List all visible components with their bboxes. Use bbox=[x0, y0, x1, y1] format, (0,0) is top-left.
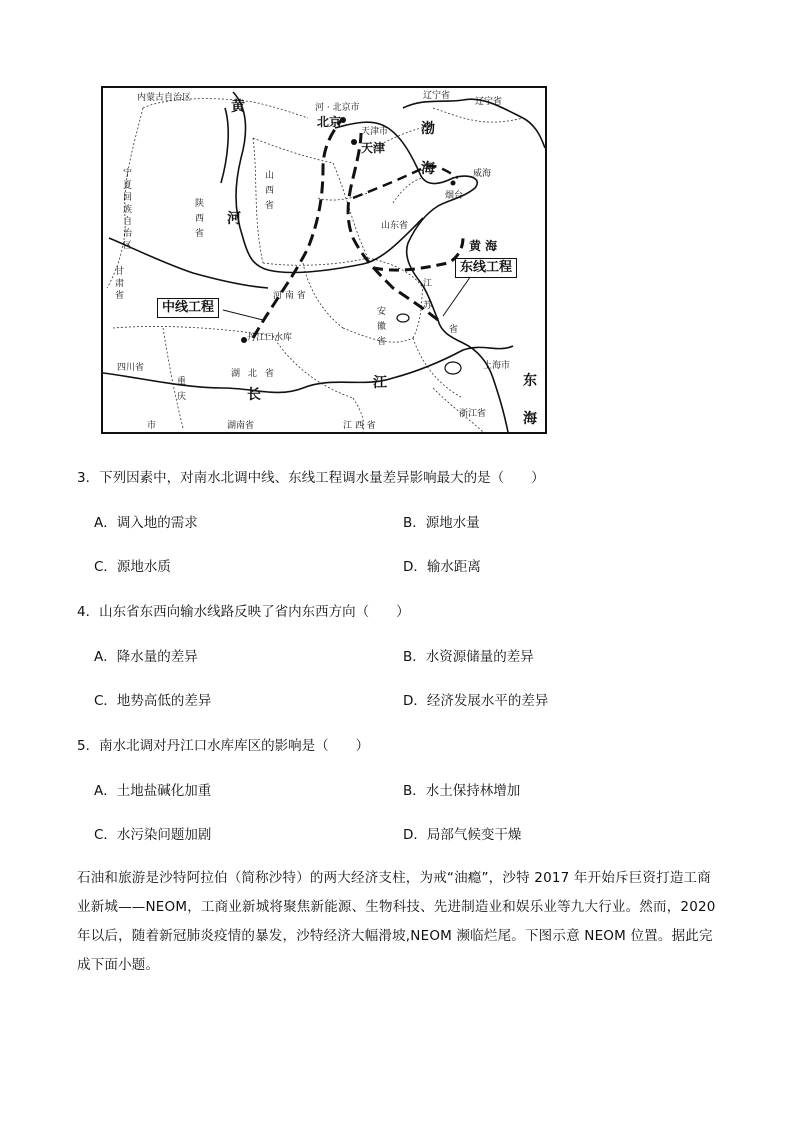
question-4-option-b: B．水资源储量的差异 bbox=[403, 649, 534, 665]
question-3-option-a: A．调入地的需求 bbox=[94, 515, 198, 531]
map-label-bohai-1: 渤 bbox=[421, 121, 435, 137]
map-label-gansu: 甘肃省 bbox=[113, 266, 123, 302]
taihu-lake bbox=[445, 362, 461, 374]
map-label-shaanxi: 陕西省 bbox=[193, 198, 203, 243]
map-label-east-sea-2: 海 bbox=[523, 411, 537, 427]
map-label-tianjin: 天津 bbox=[361, 141, 386, 155]
question-3-option-d: D．输水距离 bbox=[403, 559, 481, 575]
rivers bbox=[103, 92, 513, 392]
map-label-jiangxi: 江 西 省 bbox=[343, 421, 376, 431]
map-label-hubei: 湖北省 bbox=[231, 369, 283, 379]
map-label-liaoning-1: 辽宁省 bbox=[423, 91, 451, 101]
weihai-marker bbox=[451, 181, 456, 186]
map-label-hunan: 湖南省 bbox=[227, 421, 255, 431]
map-label-inner-mongolia: 内蒙古自治区 bbox=[137, 93, 192, 103]
south-north-water-diversion-map bbox=[101, 86, 547, 434]
question-5-stem: 5．南水北调对丹江口水库库区的影响是（ ） bbox=[77, 738, 370, 754]
map-label-jiangsu-su: 苏 bbox=[423, 301, 433, 311]
map-label-huanghe-1: 黄 bbox=[231, 99, 245, 115]
lakes bbox=[397, 314, 461, 374]
map-label-ningxia: 宁夏回族自治区 bbox=[121, 168, 131, 252]
map-label-yellow-sea: 黄 海 bbox=[469, 239, 498, 253]
map-label-shi: 市 bbox=[147, 421, 157, 431]
question-5-option-a: A．土地盐碱化加重 bbox=[94, 783, 212, 799]
question-4-option-a: A．降水量的差异 bbox=[94, 649, 198, 665]
question-5-option-d: D．局部气候变干燥 bbox=[403, 827, 522, 843]
map-label-tianjin-city: 天津市 bbox=[361, 127, 389, 137]
map-label-bohai-2: 海 bbox=[421, 161, 435, 177]
middle-route-label: 中线工程 bbox=[157, 298, 219, 318]
east-route-label: 东线工程 bbox=[455, 258, 517, 278]
map-label-hebei: 河 · 北京市 bbox=[315, 103, 360, 113]
map-label-zhejiang: 浙江省 bbox=[459, 409, 487, 419]
question-5-option-c: C．水污染问题加剧 bbox=[94, 827, 212, 843]
map-label-chongqing: 重庆 bbox=[175, 376, 185, 406]
map-label-liaoning-2: 辽宁省 bbox=[475, 97, 503, 107]
hongze-lake bbox=[397, 314, 409, 322]
map-label-changjiang-1: 长 bbox=[247, 387, 261, 403]
map-label-shandong: 山东省 bbox=[381, 221, 409, 231]
map-label-changjiang-2: 江 bbox=[373, 375, 387, 391]
map-label-danjiangkou: 丹江口水库 bbox=[247, 333, 293, 343]
question-4-option-c: C．地势高低的差异 bbox=[94, 693, 212, 709]
map-label-anhui: 安徽省 bbox=[375, 306, 385, 351]
neom-passage: 石油和旅游是沙特阿拉伯（简称沙特）的两大经济支柱，为戒“油瘾”，沙特 2017 年开始斥巨资打造工商业新城——NEOM，工商业新城将聚焦新能源、生物科技、先进制造业和娱乐业等九大行业。然而，2020 年以后，随着新冠肺炎疫情的暴发，沙特经济大幅滑坡,NEOM 濒临烂尾。下图示意 NEOM 位置。据此完成下面小题。 bbox=[77, 870, 716, 973]
map-label-shanghai: 上海市 bbox=[483, 361, 511, 371]
question-5-option-b: B．水土保持林增加 bbox=[403, 783, 521, 799]
map-label-jiangsu-sheng: 省 bbox=[449, 325, 459, 335]
question-3-option-c: C．源地水质 bbox=[94, 559, 171, 575]
map-label-yantai: 烟台 bbox=[445, 191, 464, 201]
question-3-option-b: B．源地水量 bbox=[403, 515, 480, 531]
map-label-east-sea-1: 东 bbox=[523, 373, 537, 389]
map-label-shanxi: 山西省 bbox=[263, 170, 273, 215]
map-label-sichuan: 四川省 bbox=[117, 363, 145, 373]
map-label-huanghe-2: 河 bbox=[227, 211, 241, 227]
east-route-branch bbox=[373, 238, 463, 270]
map-label-jiangsu-jiang: 江 bbox=[423, 279, 433, 289]
map-label-henan: 河 南 省 bbox=[273, 291, 306, 301]
question-3-stem: 3．下列因素中，对南水北调中线、东线工程调水量差异影响最大的是（ ） bbox=[77, 470, 545, 486]
map-label-beijing: 北京 bbox=[317, 115, 342, 129]
tianjin-marker bbox=[351, 139, 357, 145]
middle-route-line bbox=[253, 115, 343, 338]
question-4-stem: 4．山东省东西向输水线路反映了省内东西方向（ ） bbox=[77, 604, 410, 620]
map-label-weihai: 威海 bbox=[473, 169, 492, 179]
question-4-option-d: D．经济发展水平的差异 bbox=[403, 693, 549, 709]
